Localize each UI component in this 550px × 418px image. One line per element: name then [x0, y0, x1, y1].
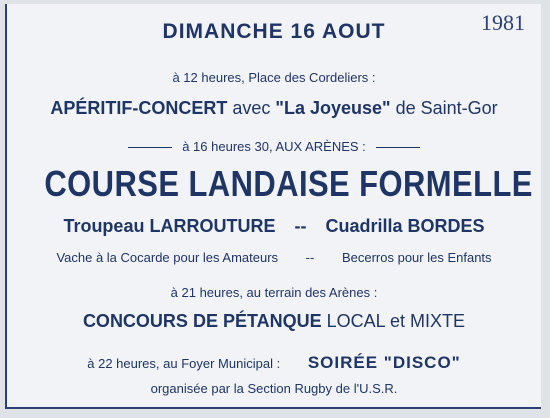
cow-note: Vache à la Cocarde pour les Amateurs: [56, 250, 279, 265]
type-local: LOCAL: [326, 311, 385, 331]
noon-event-line: [7, 98, 541, 119]
cuadrilla-label: Cuadrilla: [325, 216, 403, 236]
herd-name: LARROUTURE: [149, 216, 276, 236]
and-text: et: [390, 311, 406, 331]
night-line: [7, 353, 541, 373]
poster-title: DIMANCHE 16 AOUT: [162, 20, 386, 43]
evening-time-place: à 21 heures, au terrain des Arènes :: [170, 285, 378, 300]
band-name: "La Joyeuse": [275, 98, 391, 118]
organizer-line: organisée par la Section Rugby de l'U.S.R.: [150, 381, 398, 396]
night-time-place: à 22 heures, au Foyer Municipal :: [87, 356, 281, 371]
course-landaise-heading: COURSE LANDAISE FORMELLE: [44, 163, 533, 204]
petanque-event: CONCOURS DE PÉTANQUE: [82, 311, 322, 331]
cuadrilla-name: BORDES: [407, 216, 485, 236]
afternoon-time-place: à 16 heures 30, AUX ARÈNES :: [182, 139, 366, 154]
herd-cuadrilla-line: [7, 216, 541, 237]
herd-separator: --: [294, 216, 307, 236]
band-origin: de Saint-Gor: [395, 98, 498, 118]
event-poster: [5, 4, 541, 409]
right-rule: [376, 147, 420, 148]
handwritten-year: 1981: [481, 10, 525, 35]
aperitif-concert-label: APÉRITIF-CONCERT: [50, 98, 228, 118]
disco-event: SOIRÉE "DISCO": [307, 353, 461, 372]
left-rule: [128, 147, 172, 148]
note-separator: --: [305, 250, 315, 265]
calves-note: Becerros pour les Enfants: [341, 250, 492, 265]
noon-time-place: à 12 heures, Place des Cordeliers :: [172, 70, 376, 85]
afternoon-time-place-line: [7, 139, 541, 154]
with-text: avec: [232, 98, 271, 118]
amateurs-children-line: [7, 250, 541, 265]
herd-label: Troupeau: [63, 216, 145, 236]
type-mixed: MIXTE: [410, 311, 466, 331]
petanque-line: [7, 311, 541, 332]
